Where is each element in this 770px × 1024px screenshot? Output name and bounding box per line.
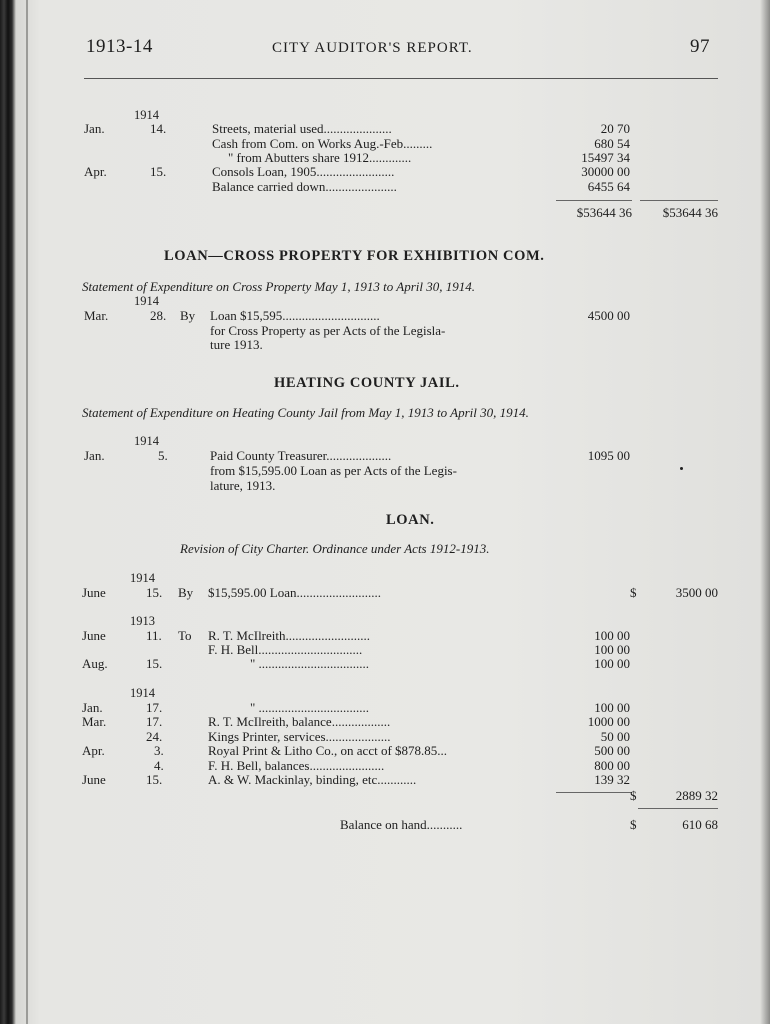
s4-total-currency: $	[630, 788, 637, 803]
s4-1913-day-1: 11.	[146, 628, 162, 643]
header-title: CITY AUDITOR'S REPORT.	[272, 40, 473, 56]
s4-1914-day-3: 24.	[146, 729, 163, 744]
header-year: 1913-14	[86, 36, 153, 57]
s4-1913-desc-3: " ..................................	[250, 656, 370, 671]
binding-gutter	[26, 0, 28, 1024]
s1-desc-3: " from Abutters share 1912.............	[228, 150, 412, 165]
s4-1914-day-4: 3.	[154, 743, 164, 758]
s1-month-4: Apr.	[84, 164, 107, 179]
s1-total-left: $53644 36	[576, 205, 632, 220]
s1-desc-4: Consols Loan, 1905........................	[212, 164, 395, 179]
s3-amt: 1095 00	[587, 448, 630, 463]
s1-amt-2: 680 54	[594, 136, 630, 151]
s4-1913-amt-1: 100 00	[594, 628, 630, 643]
s4-1914-desc-2: R. T. McIlreith, balance..................	[208, 714, 391, 729]
header-rule	[84, 78, 718, 79]
s4-credit-currency: $	[630, 585, 637, 600]
s2-desc-2: for Cross Property as per Acts of the Legisla-	[210, 323, 446, 338]
s2-title: LOAN—CROSS PROPERTY FOR EXHIBITION COM.	[164, 248, 545, 264]
s4-balance-label: Balance on hand...........	[340, 817, 463, 832]
s1-year: 1914	[134, 108, 159, 122]
s4-1914-month-1: Jan.	[82, 700, 103, 715]
s4-title: LOAN.	[386, 512, 435, 528]
s2-amt: 4500 00	[587, 308, 630, 323]
s4-1914-day-6: 15.	[146, 772, 163, 787]
s1-total-rule-left	[556, 200, 632, 201]
s4-1914-desc-4: Royal Print & Litho Co., on acct of $878.85...	[208, 743, 448, 758]
s4-1913-month-3: Aug.	[82, 656, 108, 671]
s4-1913-prep-1: To	[178, 628, 192, 643]
s4-1913-amt-2: 100 00	[594, 642, 630, 657]
s4-credit-day: 15.	[146, 585, 163, 600]
s4-1914-desc-1: " ..................................	[250, 700, 370, 715]
s3-desc-2: from $15,595.00 Loan as per Acts of the Legis-	[210, 463, 457, 478]
s2-subtitle: Statement of Expenditure on Cross Property May 1, 1913 to April 30, 1914.	[82, 279, 475, 294]
s2-desc-3: ture 1913.	[210, 337, 263, 352]
s4-1914-desc-5: F. H. Bell, balances.......................	[208, 758, 385, 773]
s4-1914-amt-4: 500 00	[594, 743, 630, 758]
s4-credit-desc: $15,595.00 Loan..........................	[208, 585, 381, 600]
s4-balance: 610 68	[682, 817, 718, 832]
s1-amt-5: 6455 64	[587, 179, 630, 194]
s2-desc-1: Loan $15,595..............................	[210, 308, 380, 323]
s4-1913-month-1: June	[82, 628, 106, 643]
s2-day: 28.	[150, 308, 167, 323]
s4-balance-rule	[638, 808, 718, 809]
s3-subtitle: Statement of Expenditure on Heating County Jail from May 1, 1913 to April 30, 1914.	[82, 405, 529, 420]
page-number: 97	[690, 36, 710, 57]
s4-1914-amt-1: 100 00	[594, 700, 630, 715]
s4-1914-amt-2: 1000 00	[587, 714, 630, 729]
s1-total-right: $53644 36	[662, 205, 718, 220]
s4-credit-amt: 3500 00	[675, 585, 718, 600]
s1-amt-3: 15497 34	[581, 150, 630, 165]
s4-credit-month: June	[82, 585, 106, 600]
s4-1913-desc-2: F. H. Bell................................	[208, 642, 363, 657]
s4-1914-desc-6: A. & W. Mackinlay, binding, etc............	[208, 772, 417, 787]
s4-1914-month-2: Mar.	[82, 714, 107, 729]
s1-desc-1: Streets, material used.....................	[212, 121, 392, 136]
s1-amt-1: 20 70	[600, 121, 630, 136]
s4-credit-year: 1914	[130, 571, 155, 585]
s4-1913-desc-1: R. T. McIlreith..........................	[208, 628, 371, 643]
s1-day-4: 15.	[150, 164, 167, 179]
s4-1914-month-4: Apr.	[82, 743, 105, 758]
s3-year: 1914	[134, 434, 159, 448]
s2-month: Mar.	[84, 308, 109, 323]
s2-prep: By	[180, 308, 196, 323]
s1-total-rule-right	[640, 200, 718, 201]
s4-1914-desc-3: Kings Printer, services....................	[208, 729, 391, 744]
s4-1914-amt-3: 50 00	[600, 729, 630, 744]
s4-subtitle: Revision of City Charter. Ordinance under Acts 1912-1913.	[180, 541, 490, 556]
s4-balance-currency: $	[630, 817, 637, 832]
s4-total: 2889 32	[675, 788, 718, 803]
s4-1913-amt-3: 100 00	[594, 656, 630, 671]
s3-day: 5.	[158, 448, 168, 463]
s4-1914-month-6: June	[82, 772, 106, 787]
s1-amt-4: 30000 00	[581, 164, 630, 179]
s1-day-1: 14.	[150, 121, 167, 136]
print-speck	[680, 467, 683, 470]
s3-month: Jan.	[84, 448, 105, 463]
s4-1914-amt-6: 139 32	[594, 772, 630, 787]
s3-title: HEATING COUNTY JAIL.	[274, 375, 460, 391]
s3-desc-3: lature, 1913.	[210, 478, 276, 493]
s4-1914-amt-5: 800 00	[594, 758, 630, 773]
s4-1914-day-2: 17.	[146, 714, 163, 729]
s4-1914-day-5: 4.	[154, 758, 164, 773]
s4-1913-year: 1913	[130, 614, 155, 628]
s1-month-1: Jan.	[84, 121, 105, 136]
s4-1914-year: 1914	[130, 686, 155, 700]
s1-desc-2: Cash from Com. on Works Aug.-Feb.........	[212, 136, 433, 151]
s1-desc-5: Balance carried down......................	[212, 179, 397, 194]
s2-year: 1914	[134, 294, 159, 308]
s4-1913-day-3: 15.	[146, 656, 163, 671]
s4-credit-prep: By	[178, 585, 194, 600]
s4-1914-day-1: 17.	[146, 700, 163, 715]
s4-total-rule	[556, 792, 632, 793]
s3-desc-1: Paid County Treasurer....................	[210, 448, 392, 463]
